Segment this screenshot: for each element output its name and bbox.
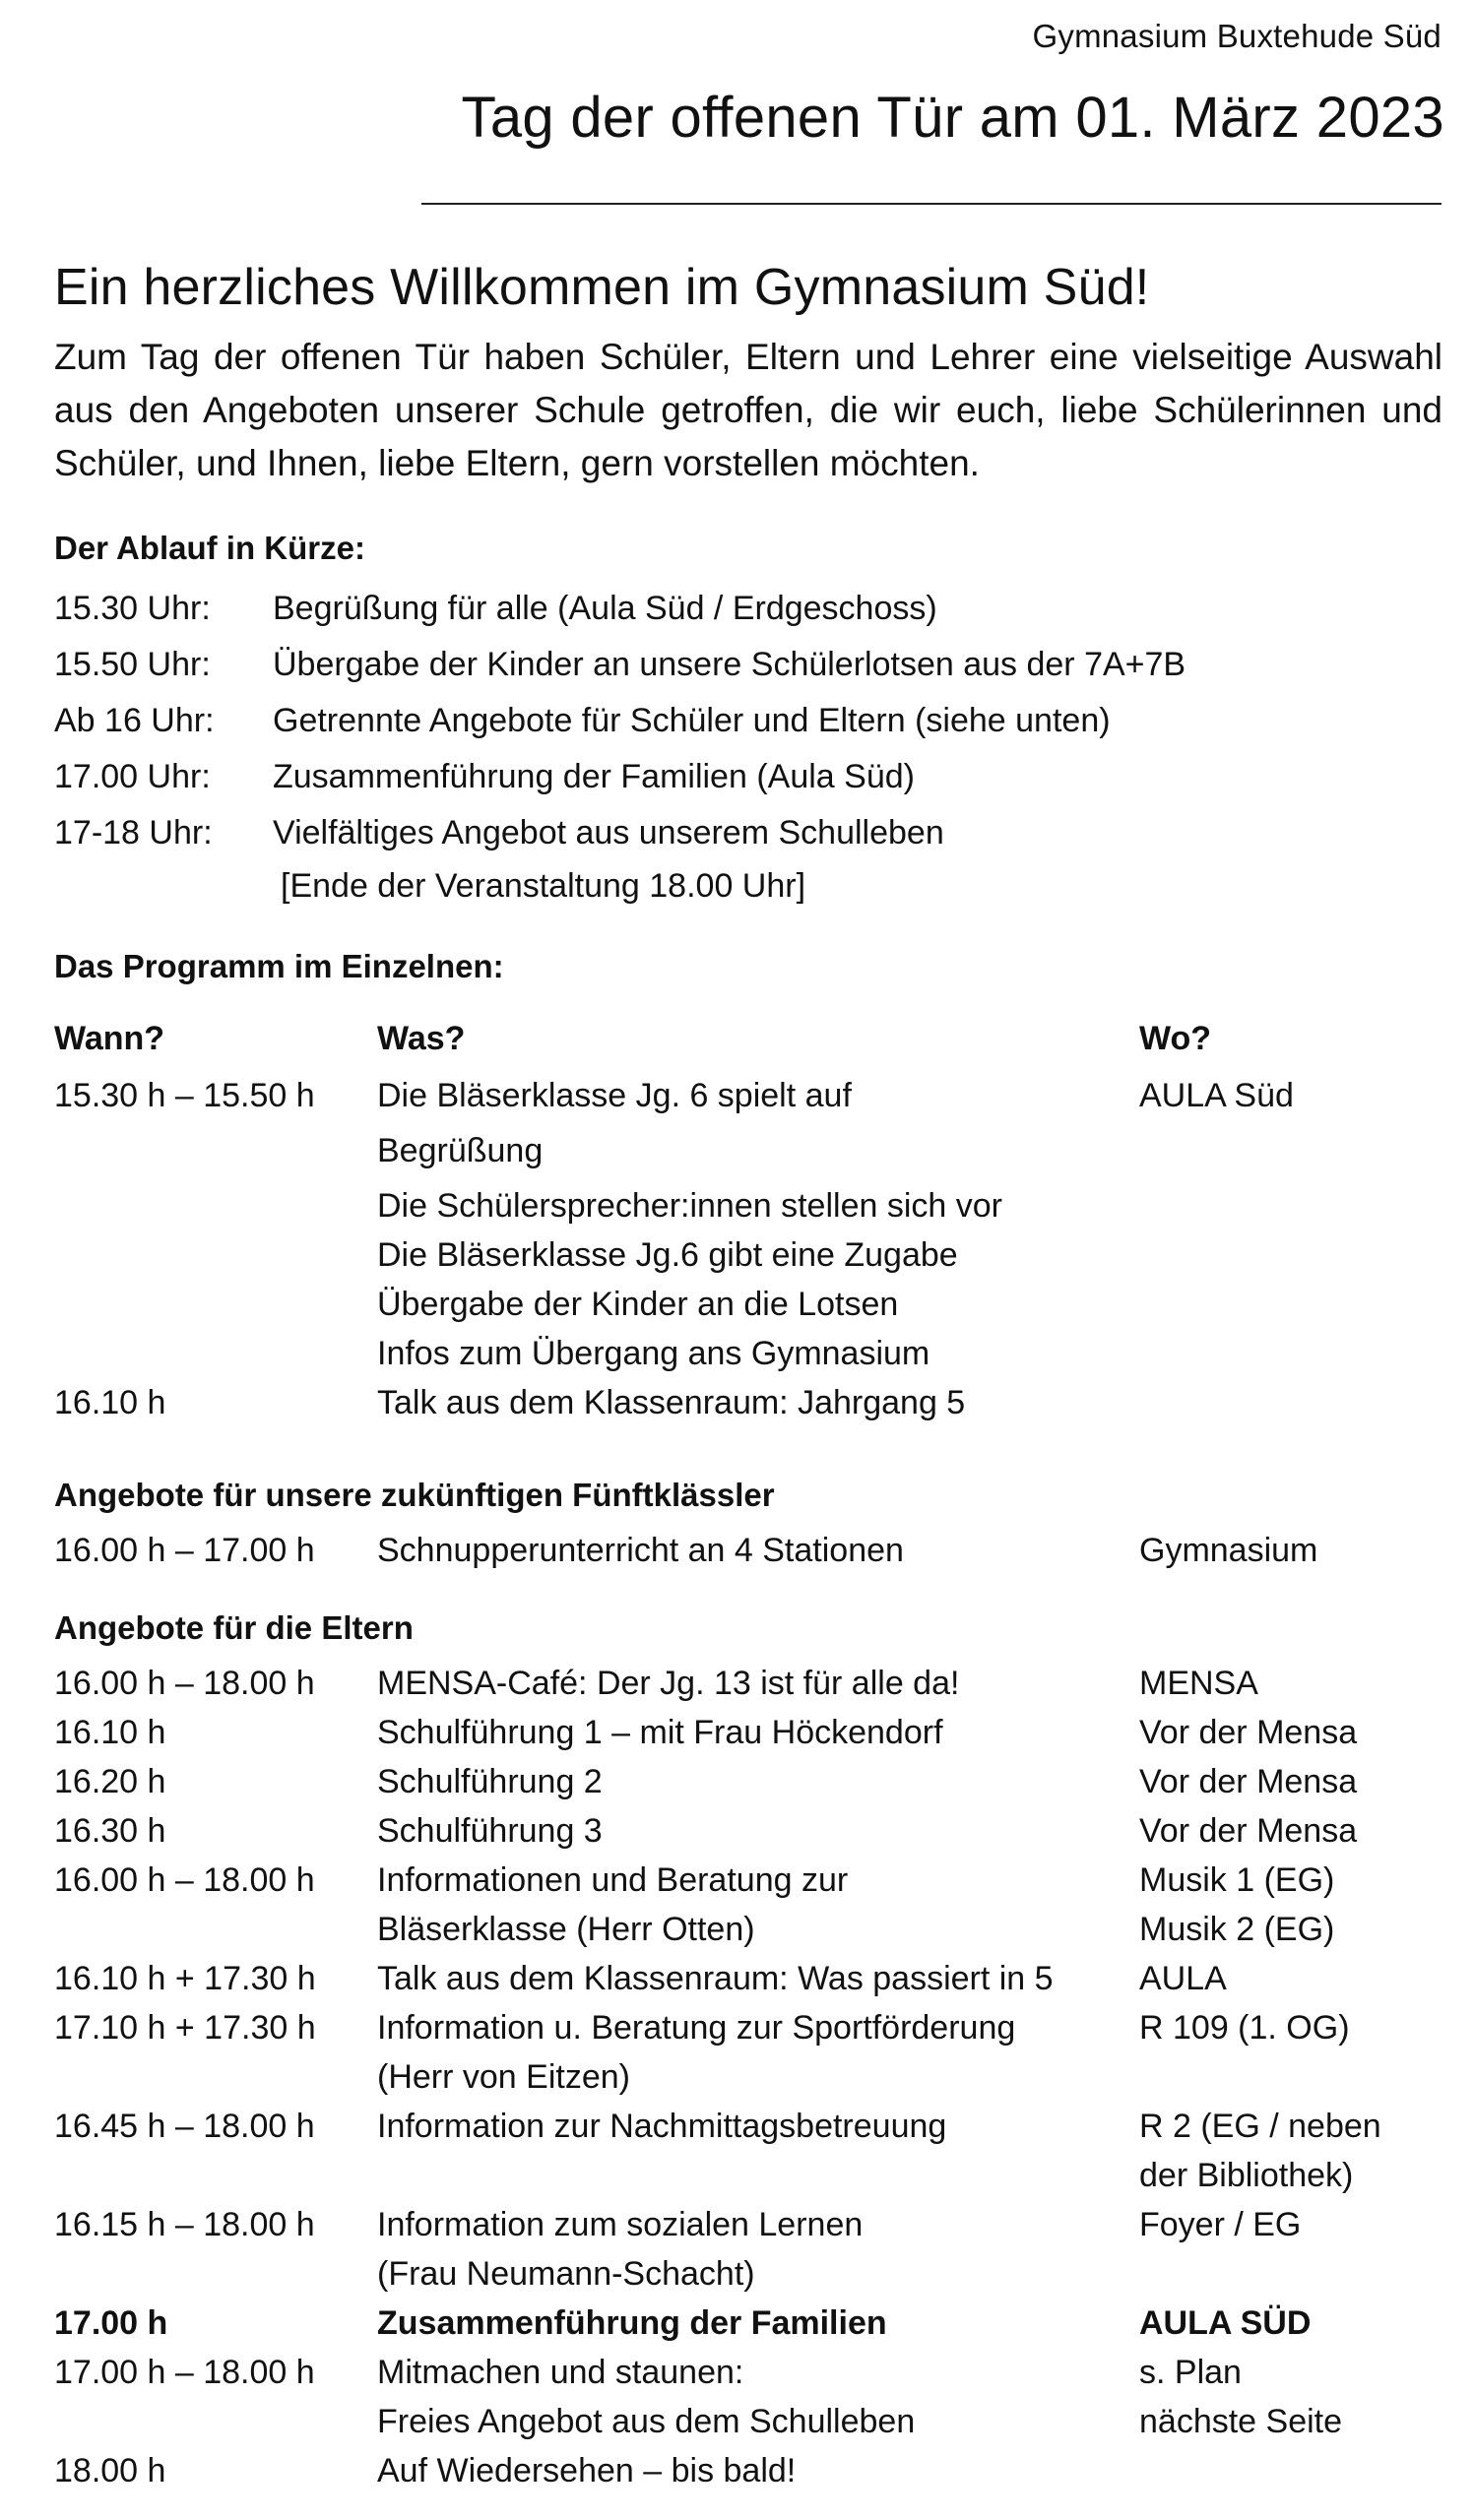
program-what: MENSA-Café: Der Jg. 13 ist für alle da! — [377, 1665, 960, 1702]
program-what: Schnupperunterricht an 4 Stationen — [377, 1532, 904, 1569]
program-where: AULA SÜD — [1139, 2304, 1312, 2342]
schedule-time: 17-18 Uhr: — [54, 814, 213, 851]
program-what: Information zur Nachmittagsbetreuung — [377, 2108, 947, 2145]
program-when: 16.45 h – 18.00 h — [54, 2108, 315, 2145]
program-what: (Frau Neumann-Schacht) — [377, 2255, 755, 2293]
program-what: Information u. Beratung zur Sportförderung — [377, 2009, 1016, 2047]
program-when: 16.20 h — [54, 1763, 166, 1800]
program-where: AULA Süd — [1139, 1077, 1294, 1114]
program-where: Foyer / EG — [1139, 2206, 1302, 2243]
program-what: Information zum sozialen Lernen — [377, 2206, 864, 2243]
program-what: Schulführung 2 — [377, 1763, 603, 1800]
event-title: Tag der offenen Tür am 01. März 2023 — [461, 86, 1444, 150]
program-when: 15.30 h – 15.50 h — [54, 1077, 315, 1114]
program-where: R 109 (1. OG) — [1139, 2009, 1350, 2047]
program-when: 17.00 h — [54, 2304, 168, 2342]
program-where: R 2 (EG / neben — [1139, 2108, 1381, 2145]
program-where: Vor der Mensa — [1139, 1763, 1358, 1800]
schedule-time: Ab 16 Uhr: — [54, 702, 215, 739]
program-when: 16.10 h + 17.30 h — [54, 1960, 316, 1997]
program-when: 18.00 h — [54, 2452, 166, 2489]
parents-heading: Angebote für die Eltern — [54, 1609, 414, 1646]
column-where: Wo? — [1139, 1020, 1212, 1057]
program-where: Vor der Mensa — [1139, 1714, 1358, 1751]
schedule-time: 15.30 Uhr: — [54, 590, 211, 627]
schedule-text: Zusammenführung der Familien (Aula Süd) — [273, 758, 915, 795]
column-what: Was? — [377, 1020, 466, 1057]
program-where: der Bibliothek) — [1139, 2157, 1354, 2194]
program-what: Talk aus dem Klassenraum: Was passiert in 5 — [377, 1960, 1054, 1997]
program-what: Infos zum Übergang ans Gymnasium — [377, 1335, 930, 1372]
program-what: Die Bläserklasse Jg.6 gibt eine Zugabe — [377, 1236, 958, 1274]
kids-heading: Angebote für unsere zukünftigen Fünftklässler — [54, 1477, 775, 1513]
program-where: Vor der Mensa — [1139, 1812, 1358, 1850]
program-when: 16.30 h — [54, 1812, 166, 1850]
program-where: Musik 1 (EG) — [1139, 1861, 1335, 1899]
program-what: Begrüßung — [377, 1132, 544, 1169]
program-what: Bläserklasse (Herr Otten) — [377, 1911, 755, 1948]
program-where: nächste Seite — [1139, 2403, 1343, 2440]
program-what: Informationen und Beratung zur — [377, 1861, 849, 1899]
program-when: 16.00 h – 18.00 h — [54, 1861, 315, 1899]
program-when: 16.15 h – 18.00 h — [54, 2206, 315, 2243]
program-heading: Das Programm im Einzelnen: — [54, 948, 504, 984]
program-when: 16.10 h — [54, 1384, 166, 1421]
program-where: s. Plan — [1139, 2354, 1242, 2391]
program-what: Auf Wiedersehen – bis bald! — [377, 2452, 797, 2489]
schedule-time: 15.50 Uhr: — [54, 646, 211, 683]
program-what: Übergabe der Kinder an die Lotsen — [377, 1286, 899, 1323]
program-what: Schulführung 3 — [377, 1812, 603, 1850]
program-what: Die Bläserklasse Jg. 6 spielt auf — [377, 1077, 852, 1114]
schedule-text: [Ende der Veranstaltung 18.00 Uhr] — [281, 867, 806, 905]
welcome-heading: Ein herzliches Willkommen im Gymnasium Süd! — [54, 259, 1150, 316]
program-when: 16.10 h — [54, 1714, 166, 1751]
program-where: AULA — [1139, 1960, 1227, 1997]
program-where: Gymnasium — [1139, 1532, 1318, 1569]
schedule-heading: Der Ablauf in Kürze: — [54, 530, 365, 566]
program-where: Musik 2 (EG) — [1139, 1911, 1335, 1948]
schedule-text: Vielfältiges Angebot aus unserem Schulleben — [273, 814, 944, 851]
program-when: 16.00 h – 17.00 h — [54, 1532, 315, 1569]
schedule-text: Begrüßung für alle (Aula Süd / Erdgeschoss) — [273, 590, 937, 627]
program-when: 17.00 h – 18.00 h — [54, 2354, 315, 2391]
program-what: Mitmachen und staunen: — [377, 2354, 744, 2391]
program-what: Talk aus dem Klassenraum: Jahrgang 5 — [377, 1384, 966, 1421]
program-what: (Herr von Eitzen) — [377, 2058, 630, 2096]
program-what: Zusammenführung der Familien — [377, 2304, 887, 2342]
schedule-text: Übergabe der Kinder an unsere Schülerlotsen aus der 7A+7B — [273, 646, 1186, 683]
program-what: Freies Angebot aus dem Schulleben — [377, 2403, 916, 2440]
school-name: Gymnasium Buxtehude Süd — [1032, 18, 1442, 54]
program-when: 17.10 h + 17.30 h — [54, 2009, 316, 2047]
schedule-time: 17.00 Uhr: — [54, 758, 211, 795]
column-when: Wann? — [54, 1020, 165, 1057]
program-where: MENSA — [1139, 1665, 1258, 1702]
schedule-text: Getrennte Angebote für Schüler und Eltern (siehe unten) — [273, 702, 1111, 739]
program-when: 16.00 h – 18.00 h — [54, 1665, 315, 1702]
program-what: Schulführung 1 – mit Frau Höckendorf — [377, 1714, 943, 1751]
header-rule — [421, 203, 1442, 205]
program-what: Die Schülersprecher:innen stellen sich vor — [377, 1187, 1002, 1225]
intro-paragraph: Zum Tag der offenen Tür haben Schüler, Eltern und Lehrer eine vielseitige Auswahl aus den Angeboten unserer Schule getroffen, die wir euch, liebe Schülerinnen und Schüler, und Ihnen, liebe Eltern, gern vorstellen möchten. — [54, 337, 1442, 483]
